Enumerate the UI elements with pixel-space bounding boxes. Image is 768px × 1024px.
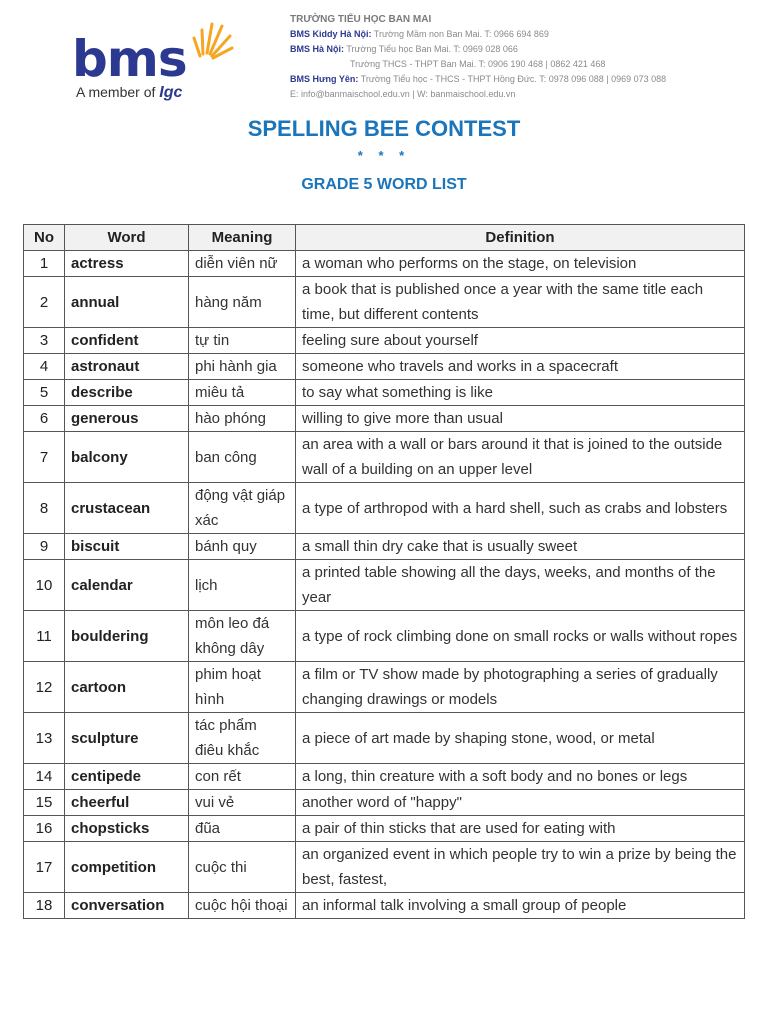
meaning-cell: tự tin [189, 328, 296, 354]
definition-cell: a book that is published once a year with the same title each time, but different contents [296, 277, 745, 328]
word-cell: bouldering [65, 611, 189, 662]
meaning-cell: miêu tả [189, 380, 296, 406]
row-number: 3 [24, 328, 65, 354]
definition-cell: a printed table showing all the days, weeks, and months of the year [296, 560, 745, 611]
header-word: Word [65, 225, 189, 251]
word-cell: calendar [65, 560, 189, 611]
meaning-cell: vui vẻ [189, 790, 296, 816]
contact-line-hanoi: BMS Hà Nội: Trường Tiểu học Ban Mai. T: 0969 028 066 [290, 44, 518, 54]
definition-cell: a pair of thin sticks that are used for eating with [296, 816, 745, 842]
word-list-table [23, 224, 745, 919]
row-number: 15 [24, 790, 65, 816]
word-cell: confident [65, 328, 189, 354]
meaning-cell: môn leo đá không dây [189, 611, 296, 662]
meaning-cell: cuộc hội thoại [189, 893, 296, 919]
meaning-cell: con rết [189, 764, 296, 790]
word-cell: cartoon [65, 662, 189, 713]
word-cell: centipede [65, 764, 189, 790]
school-logo [72, 16, 232, 106]
meaning-cell: động vật giáp xác [189, 483, 296, 534]
table-row [24, 432, 745, 483]
definition-cell: a type of rock climbing done on small rocks or walls without ropes [296, 611, 745, 662]
header-no: No [24, 225, 65, 251]
row-number: 4 [24, 354, 65, 380]
table-row [24, 560, 745, 611]
row-number: 2 [24, 277, 65, 328]
word-cell: balcony [65, 432, 189, 483]
contact-line-hungyen: BMS Hưng Yên: Trường Tiểu học - THCS - THPT Hồng Đức. T: 0978 096 088 | 0969 073 088 [290, 74, 667, 84]
table-row [24, 713, 745, 764]
word-cell: generous [65, 406, 189, 432]
definition-cell: a small thin dry cake that is usually sweet [296, 534, 745, 560]
page-subtitle: GRADE 5 WORD LIST [301, 176, 467, 193]
title-divider: * * * [357, 148, 411, 163]
table-row [24, 354, 745, 380]
meaning-cell: đũa [189, 816, 296, 842]
contact-block [290, 12, 666, 102]
table-row [24, 483, 745, 534]
definition-cell: feeling sure about yourself [296, 328, 745, 354]
table-header-row [24, 225, 745, 251]
definition-cell: a type of arthropod with a hard shell, such as crabs and lobsters [296, 483, 745, 534]
definition-cell: someone who travels and works in a spacecraft [296, 354, 745, 380]
row-number: 13 [24, 713, 65, 764]
row-number: 6 [24, 406, 65, 432]
meaning-cell: hàng năm [189, 277, 296, 328]
word-cell: cheerful [65, 790, 189, 816]
meaning-cell: ban công [189, 432, 296, 483]
row-number: 18 [24, 893, 65, 919]
word-cell: actress [65, 251, 189, 277]
definition-cell: to say what something is like [296, 380, 745, 406]
table-row [24, 328, 745, 354]
table-row [24, 764, 745, 790]
meaning-cell: bánh quy [189, 534, 296, 560]
sun-icon [190, 16, 234, 60]
contact-line-email-web: E: info@banmaischool.edu.vn | W: banmaischool.edu.vn [290, 89, 516, 99]
definition-cell: an area with a wall or bars around it that is joined to the outside wall of a building on an upper level [296, 432, 745, 483]
row-number: 10 [24, 560, 65, 611]
definition-cell: another word of "happy" [296, 790, 745, 816]
table-row [24, 662, 745, 713]
definition-cell: willing to give more than usual [296, 406, 745, 432]
logo-wordmark: bms [72, 30, 187, 88]
contact-line-kiddy: BMS Kiddy Hà Nội: Trường Mầm non Ban Mai. T: 0966 694 869 [290, 29, 549, 39]
meaning-cell: cuộc thi [189, 842, 296, 893]
word-cell: competition [65, 842, 189, 893]
meaning-cell: phim hoạt hình [189, 662, 296, 713]
definition-cell: a woman who performs on the stage, on television [296, 251, 745, 277]
table-row [24, 816, 745, 842]
header-meaning: Meaning [189, 225, 296, 251]
definition-cell: an informal talk involving a small group of people [296, 893, 745, 919]
contact-line-hanoi-2: Trường THCS - THPT Ban Mai. T: 0906 190 468 | 0862 421 468 [350, 59, 606, 69]
table-row [24, 534, 745, 560]
word-cell: annual [65, 277, 189, 328]
row-number: 17 [24, 842, 65, 893]
table-row [24, 842, 745, 893]
meaning-cell: phi hành gia [189, 354, 296, 380]
word-cell: sculpture [65, 713, 189, 764]
definition-cell: an organized event in which people try to win a prize by being the best, fastest, [296, 842, 745, 893]
table-row [24, 790, 745, 816]
header-definition: Definition [296, 225, 745, 251]
word-cell: crustacean [65, 483, 189, 534]
page-title: SPELLING BEE CONTEST [247, 116, 521, 141]
word-cell: chopsticks [65, 816, 189, 842]
logo-tagline: A member of Igc [76, 84, 183, 101]
table-row [24, 893, 745, 919]
word-cell: biscuit [65, 534, 189, 560]
school-name: TRƯỜNG TIỂU HỌC BAN MAI [290, 14, 432, 25]
row-number: 11 [24, 611, 65, 662]
row-number: 16 [24, 816, 65, 842]
row-number: 12 [24, 662, 65, 713]
row-number: 8 [24, 483, 65, 534]
row-number: 9 [24, 534, 65, 560]
row-number: 5 [24, 380, 65, 406]
table-row [24, 380, 745, 406]
meaning-cell: tác phẩm điêu khắc [189, 713, 296, 764]
meaning-cell: diễn viên nữ [189, 251, 296, 277]
row-number: 1 [24, 251, 65, 277]
row-number: 14 [24, 764, 65, 790]
definition-cell: a film or TV show made by photographing a series of gradually changing drawings or models [296, 662, 745, 713]
table-row [24, 611, 745, 662]
row-number: 7 [24, 432, 65, 483]
meaning-cell: lịch [189, 560, 296, 611]
meaning-cell: hào phóng [189, 406, 296, 432]
table-row [24, 277, 745, 328]
igc-logo: Igc [159, 84, 183, 101]
table-row [24, 406, 745, 432]
word-cell: astronaut [65, 354, 189, 380]
definition-cell: a piece of art made by shaping stone, wood, or metal [296, 713, 745, 764]
word-cell: conversation [65, 893, 189, 919]
definition-cell: a long, thin creature with a soft body and no bones or legs [296, 764, 745, 790]
table-row [24, 251, 745, 277]
word-cell: describe [65, 380, 189, 406]
